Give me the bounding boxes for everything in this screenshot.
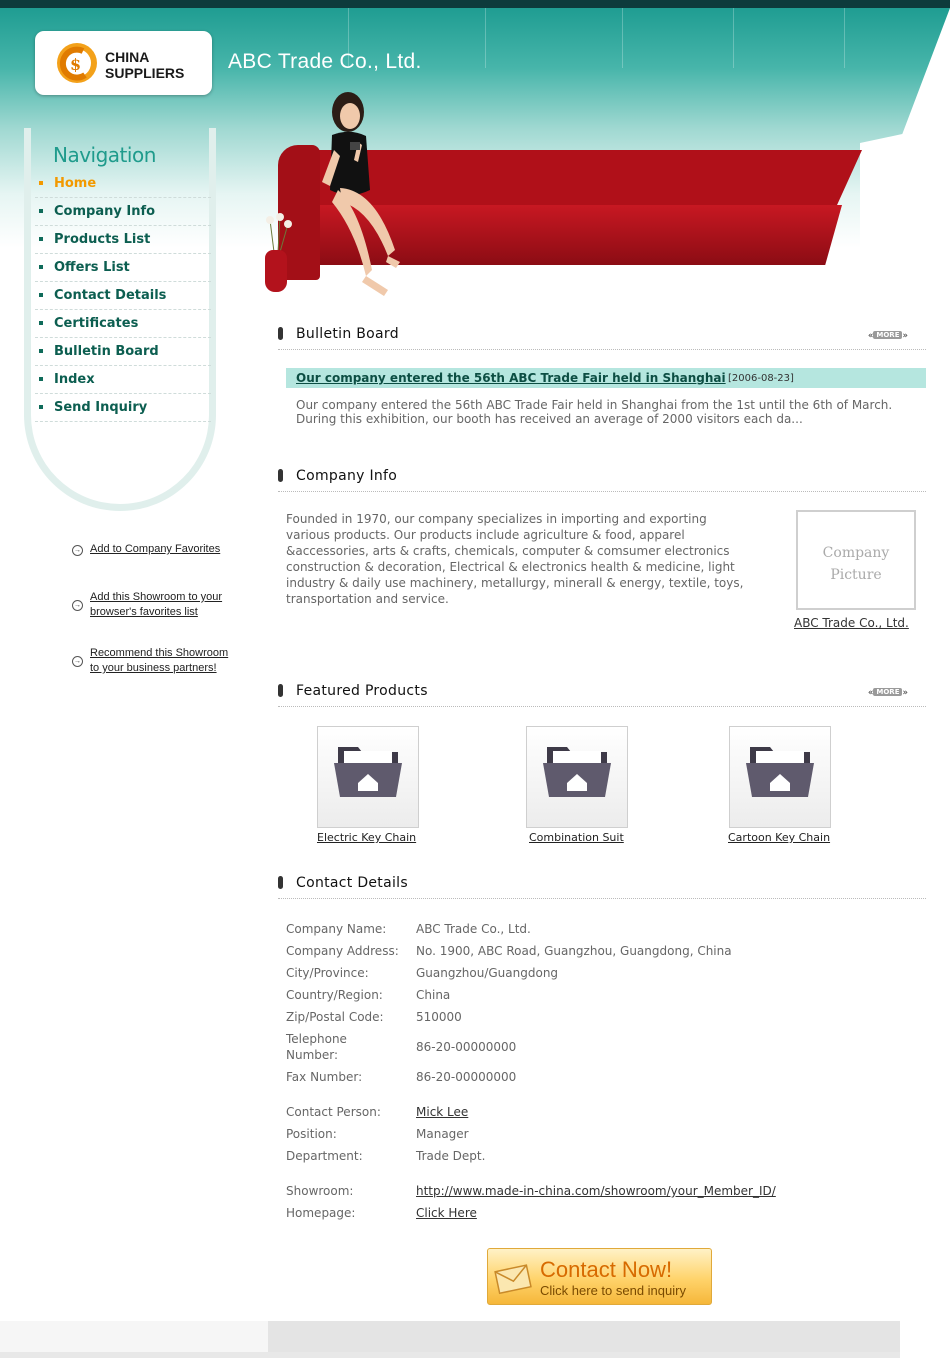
nav-link[interactable]: Contact Details: [54, 288, 167, 303]
contact-label: Position:: [286, 1127, 337, 1141]
section-title: Contact Details: [296, 875, 408, 891]
folder-icon: [332, 741, 404, 801]
nav-link[interactable]: Company Info: [54, 204, 156, 219]
bullet-icon: [39, 237, 43, 241]
contact-label: Company Name:: [286, 922, 387, 936]
recommend-link-line[interactable]: to your business partners!: [90, 662, 217, 674]
navigation-title: Navigation: [53, 143, 156, 167]
section-marker-icon: [278, 876, 283, 889]
product-name[interactable]: Combination Suit: [529, 831, 624, 844]
placeholder-line: Company: [822, 545, 890, 561]
contact-label-line: Telephone: [286, 1032, 347, 1046]
browser-favorites-link-line[interactable]: browser's favorites list: [90, 606, 198, 618]
bullet-icon: [39, 293, 43, 297]
contact-value: Trade Dept.: [416, 1149, 486, 1163]
bulletin-item: [286, 368, 926, 388]
add-to-favorites-link[interactable]: Add to Company Favorites: [90, 543, 221, 555]
footer-bar: [0, 1352, 900, 1358]
logo-text-line: CHINA: [105, 49, 150, 65]
contact-value: Guangzhou/Guangdong: [416, 966, 559, 980]
footer-right: [268, 1321, 900, 1352]
nav-item-bulletin-board[interactable]: [35, 338, 211, 366]
product-card[interactable]: [526, 726, 628, 844]
product-thumbnail[interactable]: [526, 726, 628, 828]
header-divider: [733, 8, 734, 68]
contact-label: Zip/Postal Code:: [286, 1010, 384, 1024]
nav-item-send-inquiry[interactable]: [35, 394, 211, 422]
contact-value: 510000: [416, 1010, 462, 1024]
nav-item-offers-list[interactable]: [35, 254, 211, 282]
bulletin-item-link[interactable]: Our company entered the 56th ABC Trade Fair held in Shanghai: [296, 371, 726, 385]
more-label: MORE: [873, 331, 902, 339]
company-description: Founded in 1970, our company specializes in importing and exporting various products. Our products include agriculture & food, apparel &accessories, arts & crafts, chemicals, computer & comsumer electronics construction & decoration, Electrical & electronics health & medicine, light industry & daily use machinery, metallurgy, minerall & energy, textile, toys, transportation and service.: [286, 512, 744, 606]
nav-link[interactable]: Send Inquiry: [54, 400, 148, 415]
nav-item-index[interactable]: [35, 366, 211, 394]
nav-item-company-info[interactable]: [35, 198, 211, 226]
contact-label: [286, 1031, 411, 1063]
woman-image: [300, 90, 410, 305]
folder-icon: [744, 741, 816, 801]
contact-value: No. 1900, ABC Road, Guangzhou, Guangdong, China: [416, 944, 732, 958]
bullet-icon: [39, 349, 43, 353]
section-marker-icon: [278, 469, 283, 482]
product-name[interactable]: Cartoon Key Chain: [728, 831, 831, 844]
nav-link[interactable]: Offers List: [54, 260, 130, 275]
contact-value: China: [416, 988, 451, 1002]
more-button[interactable]: « MORE »: [867, 331, 908, 341]
nav-link[interactable]: Certificates: [54, 316, 139, 331]
product-name[interactable]: Electric Key Chain: [317, 831, 417, 844]
contact-label: Showroom:: [286, 1184, 354, 1198]
contact-value: Manager: [416, 1127, 469, 1141]
company-title: ABC Trade Co., Ltd.: [228, 50, 422, 73]
recommend-link-line[interactable]: Recommend this Showroom: [90, 647, 229, 659]
browser-favorites-link-line[interactable]: Add this Showroom to your: [90, 591, 223, 603]
nav-link[interactable]: Bulletin Board: [54, 344, 159, 359]
header-divider: [485, 8, 486, 68]
contact-label: Country/Region:: [286, 988, 383, 1002]
flowers-image: [264, 212, 292, 252]
contact-details-header: [278, 874, 926, 899]
homepage-link[interactable]: Click Here: [416, 1206, 477, 1220]
section-title: Company Info: [296, 468, 398, 484]
section-marker-icon: [278, 327, 283, 340]
section-title: Featured Products: [296, 683, 428, 699]
logo-text: [105, 49, 184, 81]
section-marker-icon: [278, 684, 283, 697]
logo-text-line: SUPPLIERS: [105, 65, 185, 81]
bullet-icon: [39, 405, 43, 409]
section-title: Bulletin Board: [296, 326, 399, 342]
product-thumbnail[interactable]: [317, 726, 419, 828]
contact-now-title: Contact Now!: [540, 1257, 673, 1282]
contact-person-link[interactable]: Mick Lee: [416, 1105, 469, 1119]
dragon-logo-icon: [55, 41, 99, 85]
contact-value: ABC Trade Co., Ltd.: [416, 922, 531, 936]
showroom-link[interactable]: http://www.made-in-china.com/showroom/your_Member_ID/: [416, 1184, 776, 1198]
nav-item-products-list[interactable]: [35, 226, 211, 254]
contact-label: Department:: [286, 1149, 363, 1163]
contact-label: Homepage:: [286, 1206, 356, 1220]
nav-link[interactable]: Home: [54, 176, 97, 191]
company-picture-placeholder: [798, 512, 914, 586]
bullet-icon: [39, 209, 43, 213]
company-info-header: [278, 467, 926, 492]
bulletin-board-header: [278, 325, 926, 350]
nav-item-contact-details[interactable]: [35, 282, 211, 310]
contact-value: 86-20-00000000: [416, 1040, 517, 1054]
company-picture-caption[interactable]: ABC Trade Co., Ltd.: [794, 616, 909, 630]
contact-label: Company Address:: [286, 944, 399, 958]
svg-text:$: $: [70, 55, 82, 74]
china-suppliers-logo[interactable]: [35, 31, 212, 95]
placeholder-line: Picture: [830, 567, 882, 583]
header-divider: [844, 8, 845, 68]
contact-label: Contact Person:: [286, 1105, 381, 1119]
nav-item-home[interactable]: [35, 170, 211, 198]
bullet-icon: [39, 377, 43, 381]
nav-link[interactable]: Index: [54, 372, 95, 387]
bullet-icon: [39, 181, 43, 185]
folder-icon: [541, 741, 613, 801]
product-thumbnail[interactable]: [729, 726, 831, 828]
company-picture[interactable]: [796, 510, 916, 610]
more-label: MORE: [873, 688, 902, 696]
product-card[interactable]: [728, 726, 831, 844]
bullet-icon: [39, 321, 43, 325]
contact-now-subtitle: Click here to send inquiry: [540, 1283, 686, 1298]
contact-now-button[interactable]: [487, 1248, 712, 1305]
nav-item-certificates[interactable]: [35, 310, 211, 338]
nav-link[interactable]: Products List: [54, 232, 151, 247]
arrow-circle-icon: →: [74, 547, 81, 554]
header-divider: [622, 8, 623, 68]
product-card[interactable]: [317, 726, 419, 844]
bulletin-item-date: [2006-08-23]: [728, 373, 794, 384]
navigation-list: [35, 170, 211, 422]
top-bar: [0, 0, 950, 8]
featured-products-header: [278, 682, 926, 707]
contact-label: Fax Number:: [286, 1070, 363, 1084]
contact-label: City/Province:: [286, 966, 369, 980]
vase-image: [265, 250, 287, 292]
arrow-circle-icon: →: [74, 602, 81, 609]
envelope-icon: [494, 1263, 534, 1295]
contact-label-line: Number:: [286, 1048, 339, 1062]
contact-value: 86-20-00000000: [416, 1070, 517, 1084]
bulletin-item-text: Our company entered the 56th ABC Trade Fair held in Shanghai from the 1st until the 6th of March. During this exhibition, our booth has received an average of 2000 visitors each da...: [296, 398, 893, 426]
bullet-icon: [39, 265, 43, 269]
more-button[interactable]: « MORE »: [867, 688, 908, 698]
arrow-circle-icon: →: [74, 658, 81, 665]
